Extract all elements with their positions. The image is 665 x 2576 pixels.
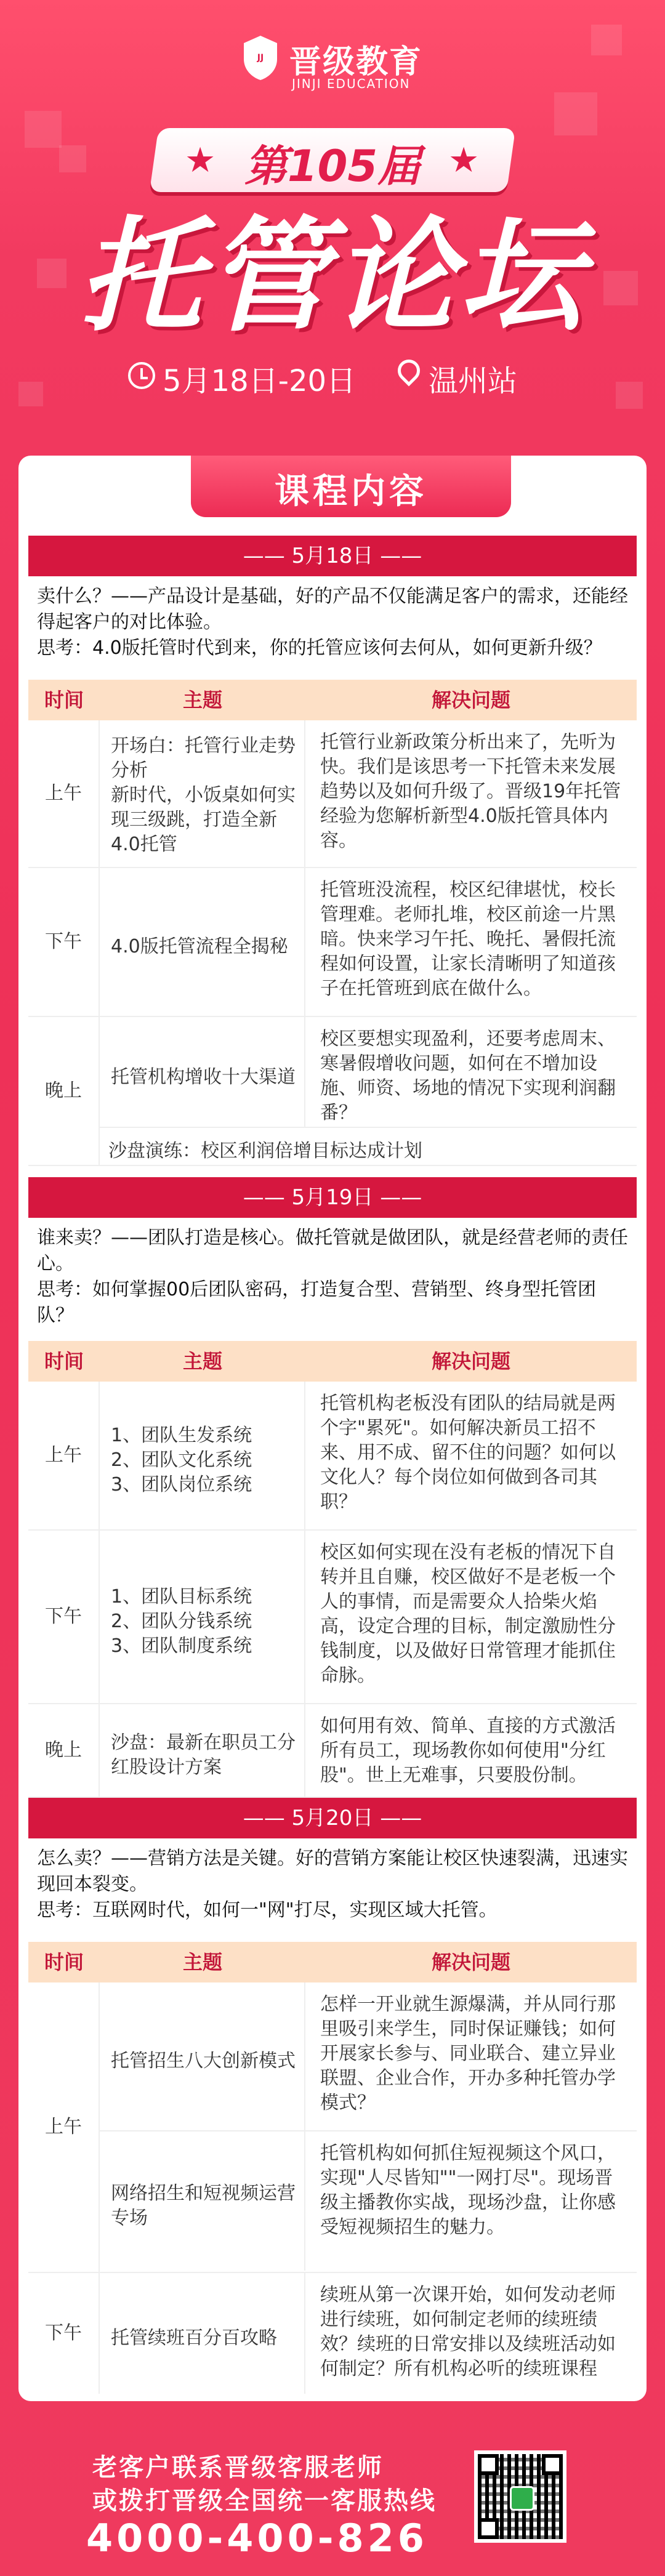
course-card [18,456,647,2401]
table-row [28,868,637,1017]
decor-square [59,145,86,172]
star-icon: ★ [185,140,216,180]
day-intro [37,1225,628,1329]
row-time: 下午 [28,1531,100,1703]
table-row [28,1017,637,1166]
row-solve: 托管机构老板没有团队的结局就是两个字"累死"。如何解决新员工招不来、用不成、留不住的问题？如何以文化人？每个岗位如何做到各司其职？ [320,1393,616,1513]
row-divider [100,1127,637,1128]
qr-eye [542,2454,563,2475]
card-heading: 课程内容 [275,472,427,512]
table-row [28,1382,637,1531]
row-solve: 续班从第一次课开始，如何发动老师进行续班，如何制定老师的续班绩效？续班的日常安排以及续班活动如何制定？所有机构必听的续班课程 [320,2284,616,2380]
row-topic: 托管续班百分百攻略 [100,2273,305,2394]
event-date: 5月18日-20日 [163,364,357,398]
table-row [28,2273,637,2394]
row-topic: 托管机构增收十大渠道 [100,1017,305,1128]
day-date-bar: —— 5月19日 —— [28,1177,637,1218]
table-header [28,680,637,720]
footer-phone[interactable]: 4000-400-826 [86,2516,428,2561]
table-row [28,1704,637,1798]
day-think-line: 思考：4.0版托管时代到来，你的托管应该何去何从，如何更新升级？ [37,637,602,659]
col-time: 时间 [44,1950,84,1974]
row-time: 上午 [28,1382,100,1529]
row-time: 上午 [28,720,100,867]
qr-logo-icon [510,2486,534,2511]
event-title: 托管论坛 [78,205,586,348]
row-solve: 托管行业新政策分析出来了，先听为快。我们是该思考一下托管未来发展趋势以及如何升级了。晋级19年托管经验为您解析新型4.0版托管具体内容。 [320,731,621,851]
col-solve: 解决问题 [431,688,510,712]
col-topic: 主题 [182,1950,222,1974]
row-solve: 托管班没流程，校区纪律堪忧，校长管理难。老师扎堆，校区前途一片黑暗。快来学习午托、晚托、暑假托流程如何设置，让家长清晰明了知道孩子在托管班到底在做什么。 [320,879,616,999]
brand-name: 晋级教育 [289,44,423,81]
day-intro-line: 谁来卖？——团队打造是核心。做托管就是做团队，就是经营老师的责任心。 [37,1227,628,1274]
session-label: 第105届 [244,141,421,191]
row-time: 下午 [28,2273,100,2394]
table-header [28,1942,637,1982]
col-topic: 主题 [182,688,222,712]
row-topic: 1、团队目标系统 2、团队分钱系统 3、团队制度系统 [100,1531,305,1703]
row-topic: 开场白：托管行业走势分析 新时代，小饭桌如何实现三级跳，打造全新4.0托管 [100,720,305,867]
col-solve: 解决问题 [431,1950,510,1974]
row-time: 晚上 [28,1017,100,1165]
row-solve: 如何用有效、简单、直接的方式激活所有员工，现场教你如何使用"分红股"。世上无难事，只要股份制。 [320,1715,616,1786]
day-intro [37,584,628,661]
row-time: 晚上 [28,1704,100,1797]
qr-eye [478,2454,499,2475]
row-solve: 校区要想实现盈利，还要考虑周末、寒暑假增收问题，如何在不增加设施、师资、场地的情况下实现利润翻番？ [320,1028,616,1124]
table-row [28,1982,637,2273]
qr-eye [478,2518,499,2539]
day-section [28,536,637,1176]
clock-icon [128,362,155,389]
row-topic: 托管招生八大创新模式 [100,1982,305,2130]
day-date-bar: —— 5月18日 —— [28,536,637,576]
day-section [28,1177,637,1793]
row-time: 上午 [28,1982,100,2272]
location-pin-icon [393,355,425,387]
day-date-bar: —— 5月20日 —— [28,1798,637,1838]
decor-square [25,111,62,148]
col-solve: 解决问题 [431,1350,510,1373]
svg-text:JJ: JJ [257,53,264,63]
qr-code-pattern [478,2454,563,2539]
day-intro-line: 卖什么？——产品设计是基础，好的产品不仅能满足客户的需求，还能经得起客户的对比体验。 [37,586,628,633]
footer-contact-line: 老客户联系晋级客服老师 [92,2453,384,2482]
day-section [28,1798,637,2395]
row-solve: 怎样一开业就生源爆满，并从同行那里吸引来学生，同时保证赚钱；如何开展家长参与、同业联合、建立异业联盟、企业合作，开办多种托管办学模式？ [320,1994,616,2114]
col-time: 时间 [44,1350,84,1373]
row-topic: 4.0版托管流程全揭秘 [100,868,305,1016]
sandbox-note: 沙盘演练：校区利润倍增目标达成计划 [108,1140,422,1162]
brand-logo [0,27,665,101]
event-place: 温州站 [429,364,518,398]
day-think-line: 思考：如何掌握00后团队密码，打造复合型、营销型、终身型托管团队？ [37,1279,597,1326]
event-date-place [0,357,665,398]
row-topic: 网络招生和短视频运营专场 [100,2131,305,2271]
brand-logo-icon [239,33,282,83]
table-header [28,1341,637,1382]
table-row [28,720,637,868]
row-topic: 沙盘：最新在职员工分红股设计方案 [100,1704,305,1797]
table-row [28,1531,637,1704]
qr-code[interactable] [474,2450,566,2543]
row-topic: 1、团队生发系统 2、团队文化系统 3、团队岗位系统 [100,1382,305,1529]
col-time: 时间 [44,688,84,712]
day-intro [37,1846,628,1923]
row-time: 下午 [28,868,100,1016]
footer-hotline-line: 或拨打晋级全国统一客服热线 [92,2487,437,2515]
row-solve: 校区如何实现在没有老板的情况下自转并且自赚，校区做好不是老板一个人的事情，而是需要众人拾柴火焰高，设定合理的目标，制定激励性分钱制度，以及做好日常管理才能抓住命脉。 [320,1542,616,1686]
day-think-line: 思考：互联网时代，如何一"网"打尽，实现区域大托管。 [37,1899,498,1921]
row-solve: 托管机构如何抓住短视频这个风口，实现"人尽皆知""一网打尽"。现场晋级主播教你实战，现场沙盘，让你感受短视频招生的魅力。 [320,2143,616,2238]
col-topic: 主题 [182,1350,222,1373]
star-icon: ★ [448,140,480,180]
brand-name-en: JINJI EDUCATION [292,76,411,91]
day-intro-line: 怎么卖？——营销方法是关键。好的营销方案能让校区快速裂满，迅速实现回本裂变。 [37,1848,628,1895]
